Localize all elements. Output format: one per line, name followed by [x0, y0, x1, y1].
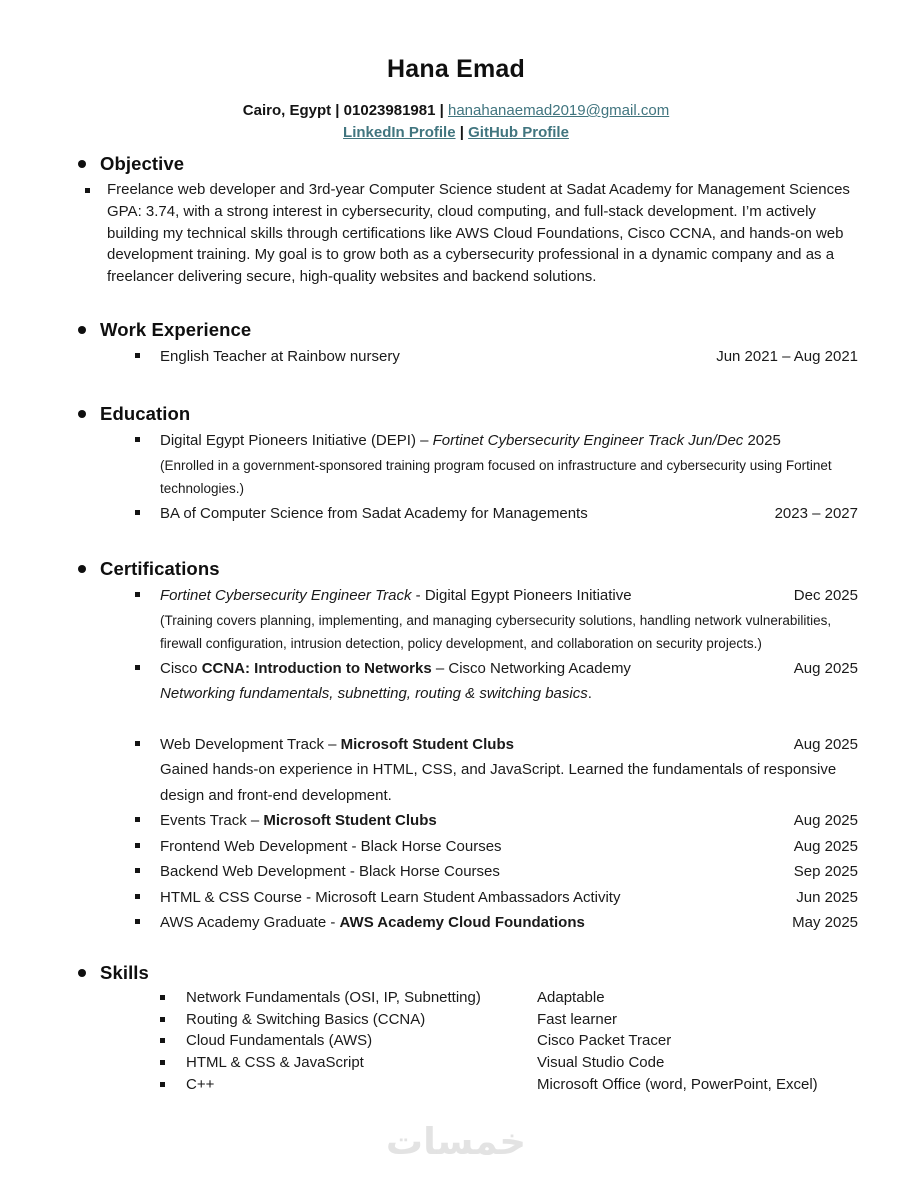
cert-sub-italic: Networking fundamentals, subnetting, routing & switching basics: [160, 685, 588, 703]
skills-header: [78, 961, 912, 985]
certification-date: Aug 2025: [793, 837, 858, 855]
cert-title-bold: CCNA: Introduction to Networks: [201, 659, 432, 677]
section-title: Education: [100, 403, 191, 425]
skill-right: Visual Studio Code: [537, 1054, 665, 1072]
square-bullet-icon: [160, 1052, 186, 1074]
work-item-text: English Teacher at Rainbow nursery: [160, 347, 400, 365]
square-bullet-icon: [160, 1030, 186, 1052]
contact-line: [0, 100, 912, 121]
certification-date: Aug 2025: [793, 735, 858, 753]
education-item-year: 2025: [743, 432, 781, 450]
certification-desc: Gained hands-on experience in HTML, CSS, and JavaScript. Learned the fundamentals of responsive design and front-end development.: [160, 761, 837, 804]
certification-item-text: [160, 808, 784, 834]
certification-date: Aug 2025: [793, 659, 858, 677]
skill-row: [160, 1074, 912, 1096]
skill-left: Cloud Fundamentals (AWS): [186, 1032, 373, 1050]
education-item-desc: (Enrolled in a government-sponsored training program focused on infrastructure and cybersecurity using Fortinet technologies.): [160, 457, 832, 497]
square-bullet-icon: [135, 808, 160, 834]
cert-sub-end: .: [587, 685, 592, 703]
education-item-date: 2023 – 2027: [774, 504, 858, 522]
section-work-experience: [0, 318, 912, 370]
skill-left: C++: [186, 1075, 215, 1093]
skill-right: Microsoft Office (word, PowerPoint, Excel): [537, 1075, 818, 1093]
section-title: Skills: [100, 961, 149, 983]
email-link[interactable]: hanahanaemad2019@gmail.com: [447, 102, 670, 119]
page-title: Hana Emad: [387, 55, 525, 83]
certification-item: [135, 656, 912, 682]
cert-pre: AWS Academy Graduate -: [160, 914, 340, 932]
section-title: Objective: [100, 153, 185, 174]
objective-item: [85, 179, 912, 288]
skill-row: [160, 1009, 912, 1031]
square-bullet-icon: [135, 656, 160, 682]
link-separator: |: [455, 124, 469, 141]
objective-header: [78, 152, 912, 176]
linkedin-link[interactable]: LinkedIn Profile: [343, 124, 456, 141]
cert-issuer: – Cisco Networking Academy: [431, 659, 631, 677]
section-title: Certifications: [100, 558, 220, 580]
certification-date: May 2025: [792, 914, 858, 932]
certification-subtext: [160, 681, 912, 707]
cert-title-bold: Microsoft Student Clubs: [340, 735, 514, 753]
work-item-date: Jun 2021 – Aug 2021: [716, 347, 858, 365]
certification-item: [135, 808, 912, 834]
skill-right: Fast learner: [537, 1010, 618, 1028]
certification-item: [135, 583, 912, 609]
bullet-icon: [78, 969, 86, 977]
certification-item: [135, 885, 912, 911]
certification-item-text: Backend Web Development - Black Horse Courses: [160, 863, 500, 881]
certification-item-text: Frontend Web Development - Black Horse Courses: [160, 837, 502, 855]
square-bullet-icon: [85, 179, 107, 288]
contact-info: Cairo, Egypt | 01023981981 |: [242, 102, 448, 119]
square-bullet-icon: [135, 885, 160, 911]
education-item: [135, 428, 912, 454]
certification-item-text: [160, 732, 784, 758]
github-link[interactable]: GitHub Profile: [468, 124, 569, 141]
cert-issuer: - Digital Egypt Pioneers Initiative: [411, 587, 632, 605]
certification-item: [135, 732, 912, 758]
certification-item-text: HTML & CSS Course - Microsoft Learn Student Ambassadors Activity: [160, 888, 621, 906]
square-bullet-icon: [135, 859, 160, 885]
bullet-icon: [78, 565, 86, 573]
cert-title-bold: AWS Academy Cloud Foundations: [339, 914, 585, 932]
education-item-text: BA of Computer Science from Sadat Academy for Managements: [160, 504, 588, 522]
square-bullet-icon: [135, 583, 160, 609]
certification-item: [135, 859, 912, 885]
profile-links: [0, 122, 912, 143]
education-item-pre: Digital Egypt Pioneers Initiative (DEPI) –: [160, 432, 433, 450]
certification-item-text: [160, 910, 782, 936]
cert-pre: Cisco: [160, 659, 202, 677]
certification-item-text: [160, 583, 784, 609]
square-bullet-icon: [135, 910, 160, 936]
skill-row: [160, 1052, 912, 1074]
skill-right: Cisco Packet Tracer: [537, 1032, 672, 1050]
certification-date: Jun 2025: [796, 888, 858, 906]
certification-item: [135, 834, 912, 860]
section-skills: [0, 961, 912, 1096]
skill-left: HTML & CSS & JavaScript: [186, 1054, 364, 1072]
skill-row: [160, 987, 912, 1009]
skill-row: [160, 1030, 912, 1052]
certification-desc: (Training covers planning, implementing, and managing cybersecurity solutions, handling network vulnerabilities, firewall configuration, intrusion detection, policy development, and collaboration on security projects.): [160, 612, 832, 652]
square-bullet-icon: [160, 987, 186, 1009]
skill-left: Network Fundamentals (OSI, IP, Subnetting): [186, 988, 481, 1006]
work-item: [135, 344, 912, 370]
bullet-icon: [78, 326, 86, 334]
square-bullet-icon: [135, 344, 160, 370]
square-bullet-icon: [135, 732, 160, 758]
certification-date: Sep 2025: [793, 863, 858, 881]
square-bullet-icon: [135, 501, 160, 527]
square-bullet-icon: [160, 1009, 186, 1031]
section-objective: [0, 152, 912, 288]
skill-right: Adaptable: [537, 988, 605, 1006]
certification-date: Dec 2025: [793, 587, 858, 605]
cert-title-bold: Microsoft Student Clubs: [263, 812, 437, 830]
education-item: [135, 501, 912, 527]
work-header: [78, 318, 912, 342]
skill-left: Routing & Switching Basics (CCNA): [186, 1010, 426, 1028]
cert-pre: Web Development Track –: [160, 735, 341, 753]
section-certifications: [0, 557, 912, 936]
objective-text: Freelance web developer and 3rd-year Computer Science student at Sadat Academy for Management Sciences GPA: 3.74, with a strong interest in cybersecurity, cloud computing, and full-stack development. I’m actively building my technical skills through certifications like AWS Cloud Foundations, Cisco CCNA, and hands-on web development training. My goal is to grow both as a cybersecurity professional in a dynamic company and as a freelancer delivering secure, high-quality websites and backend solutions.: [107, 181, 850, 286]
section-education: [0, 402, 912, 526]
certifications-header: [78, 557, 912, 581]
certification-item: [135, 910, 912, 936]
cert-pre: Events Track –: [160, 812, 264, 830]
section-title: Work Experience: [100, 318, 252, 340]
spacer: [0, 707, 912, 732]
education-item-text: [160, 428, 858, 454]
education-item-track: Fortinet Cybersecurity Engineer Track Jun/Dec: [432, 432, 744, 450]
cert-title-italic: Fortinet Cybersecurity Engineer Track: [160, 587, 412, 605]
bullet-icon: [78, 410, 86, 418]
certification-date: Aug 2025: [793, 812, 858, 830]
certification-item-text: [160, 656, 784, 682]
khamsat-watermark: خمسات: [385, 1120, 527, 1163]
square-bullet-icon: [135, 834, 160, 860]
education-header: [78, 402, 912, 426]
square-bullet-icon: [135, 428, 160, 454]
bullet-icon: [78, 160, 86, 168]
square-bullet-icon: [160, 1074, 186, 1096]
